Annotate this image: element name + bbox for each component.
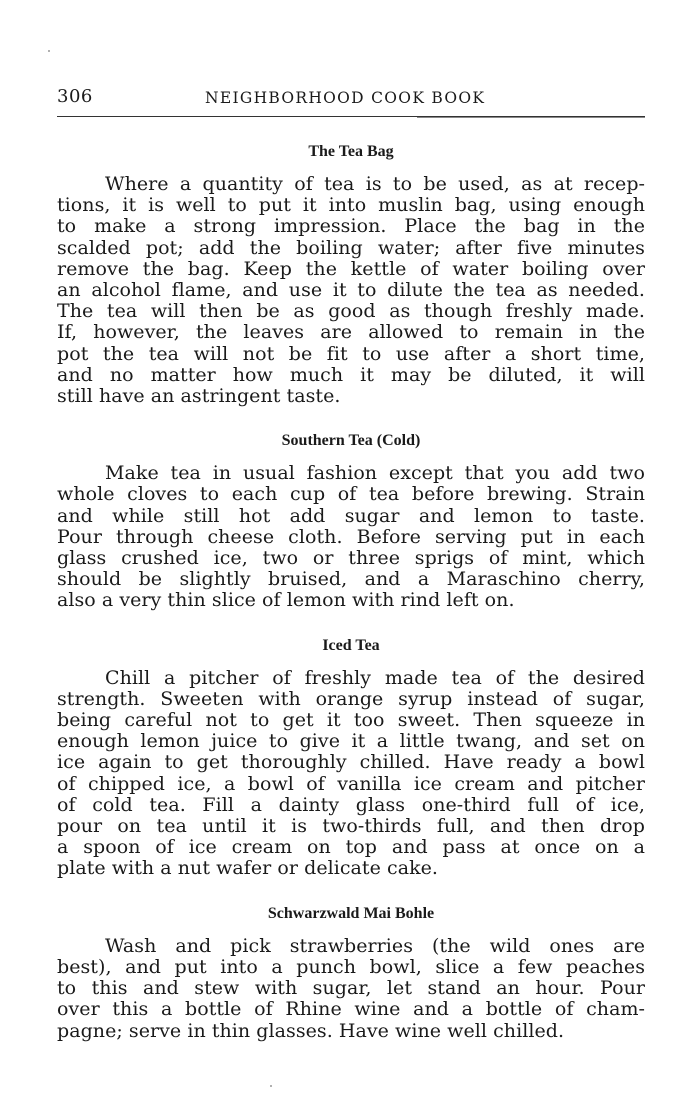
text-line: pagne; serve in thin glasses. Have wine well chilled. [57, 1019, 565, 1042]
book-title: NEIGHBORHOOD COOK BOOK [205, 89, 486, 107]
recipe-schwarzwald-mai-bohle [57, 902, 645, 1042]
page-speck [48, 50, 50, 52]
page-speck [270, 1085, 272, 1087]
text-line: The tea will then be as good as though freshly made. [57, 300, 645, 323]
text-line: remove the bag. Keep the kettle of water boiling over [57, 257, 645, 280]
recipe-body [57, 174, 645, 407]
text-line: Where a quantity of tea is to be used, as at recep- [105, 173, 645, 195]
text-line: also a very thin slice of lemon with rind left on. [57, 589, 515, 612]
text-line: to this and stew with sugar, let stand an hour. Pour [57, 977, 645, 1000]
text-line: being careful not to get it too sweet. Then squeeze in [57, 709, 645, 732]
text-line: of chipped ice, a bowl of vanilla ice cream and pitcher [57, 772, 645, 795]
text-line: over this a bottle of Rhine wine and a bottle of cham- [57, 998, 645, 1021]
recipe-title: Schwarzwald Mai Bohle [267, 904, 435, 922]
recipe-body [57, 936, 645, 1042]
text-line: best), and put into a punch bowl, slice a few peaches [57, 955, 645, 978]
text-line: Pour through cheese cloth. Before serving put in each [57, 525, 645, 548]
text-line: to make a strong impression. Place the bag in the [57, 215, 645, 238]
text-line: If, however, the leaves are allowed to remain in the [57, 321, 645, 344]
text-line: Make tea in usual fashion except that you add two [105, 462, 645, 485]
text-line: a spoon of ice cream on top and pass at once on a [57, 836, 645, 859]
recipe-southern-tea [57, 429, 645, 611]
recipe-title: Iced Tea [322, 636, 380, 654]
text-line: plate with a nut wafer or delicate cake. [57, 857, 439, 880]
text-line: tions, it is well to put it into muslin bag, using enough [57, 194, 645, 217]
text-line: an alcohol flame, and use it to dilute the tea as needed. [57, 279, 645, 302]
text-line: should be slightly bruised, and a Maraschino cherry, [57, 568, 645, 591]
book-page [57, 0, 645, 1095]
recipe-tea-bag [57, 140, 645, 407]
text-line: strength. Sweeten with orange syrup instead of sugar, [57, 687, 645, 710]
text-line: of cold tea. Fill a dainty glass one-third full of ice, [57, 793, 645, 816]
running-head [57, 86, 645, 110]
text-line: ice again to get thoroughly chilled. Have ready a bowl [57, 751, 645, 774]
recipe-body [57, 668, 645, 880]
recipe-iced-tea [57, 634, 645, 880]
text-line: whole cloves to each cup of tea before brewing. Strain [57, 483, 645, 506]
text-line: pour on tea until it is two-thirds full, and then drop [57, 815, 645, 838]
text-line: enough lemon juice to give it a little twang, and set on [57, 730, 645, 753]
text-line: and while still hot add sugar and lemon to taste. [57, 504, 645, 527]
recipe-title: The Tea Bag [308, 143, 394, 160]
text-line: pot the tea will not be fit to use after a short time, [57, 342, 645, 365]
text-line: still have an astringent taste. [57, 385, 341, 408]
text-line: scalded pot; add the boiling water; after five minutes [57, 236, 645, 259]
text-line: Wash and pick strawberries (the wild ones are [105, 934, 645, 957]
page-content [57, 140, 645, 1064]
text-line: glass crushed ice, two or three sprigs of mint, which [57, 547, 645, 570]
page-number: 306 [57, 86, 93, 107]
header-rule-shadow [417, 117, 645, 118]
recipe-title: Southern Tea (Cold) [281, 432, 421, 450]
recipe-body [57, 463, 645, 611]
text-line: and no matter how much it may be diluted, it will [57, 363, 645, 386]
text-line: Chill a pitcher of freshly made tea of the desired [105, 666, 645, 689]
